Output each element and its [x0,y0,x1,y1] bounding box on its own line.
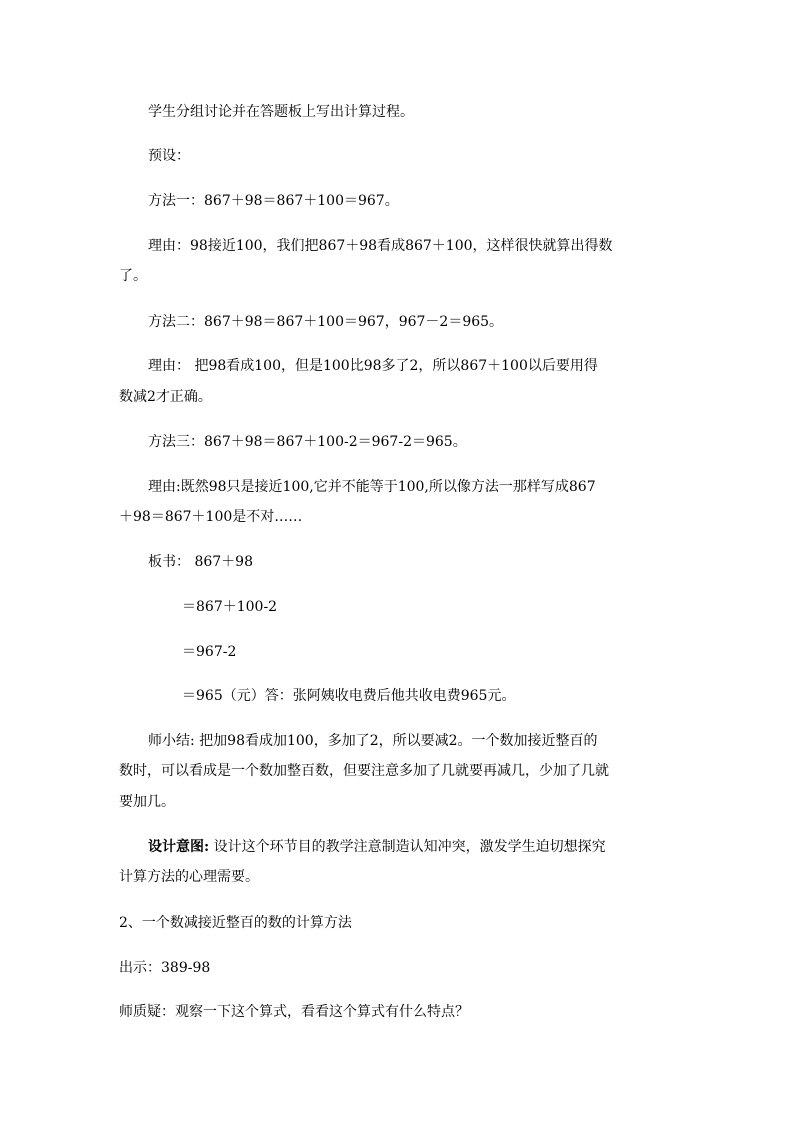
paragraph-group-discussion: 学生分组讨论并在答题板上写出计算过程。 [148,104,414,120]
design-intent-text: 设计这个环节目的教学注意制造认知冲突，激发学生迫切想探究 [209,839,606,855]
paragraph-show-problem: 出示：389-98 [119,960,211,976]
paragraph-method-3: 方法三：867＋98＝867＋100-2＝967-2＝965。 [148,434,467,450]
design-intent-label: 设计意图: [148,839,210,855]
paragraph-summary-line-2: 数时，可以看成是一个数加整百数，但要注意多加了几就要再减几，少加了几就 [119,763,609,779]
paragraph-reason-1-line-2: 了。 [119,268,147,284]
equation-step-3: ＝965（元）答：张阿姨收电费后他共收电费965元。 [182,688,516,704]
paragraph-teacher-question: 师质疑：观察一下这个算式，看看这个算式有什么特点？ [119,1004,469,1020]
paragraph-summary-line-1: 师小结: 把加98看成加100，多加了2，所以要减2。一个数加接近整百的 [148,733,598,749]
paragraph-method-2: 方法二：867＋98＝867＋100＝967，967－2＝965。 [148,314,504,330]
paragraph-reason-3-line-2: ＋98＝867＋100是不对…… [119,509,303,525]
paragraph-reason-3-line-1: 理由:既然98只是接近100,它并不能等于100,所以像方法一那样写成867 [148,479,596,495]
paragraph-method-1: 方法一：867＋98＝867＋100＝967。 [148,193,399,209]
paragraph-design-intent-line-2: 计算方法的心理需要。 [119,869,259,885]
paragraph-blackboard: 板书： 867＋98 [148,554,253,570]
paragraph-reason-2-line-2: 数减2才正确。 [119,389,212,405]
paragraph-design-intent-line-1 [148,837,606,857]
paragraph-reason-2-line-1: 理由： 把98看成100，但是100比98多了2，所以867＋100以后要用得 [148,358,598,374]
equation-step-2: ＝967-2 [182,644,237,660]
paragraph-summary-line-3: 要加几。 [119,794,175,810]
section-heading-2: 2、一个数减接近整百的数的计算方法 [119,915,352,931]
equation-step-1: ＝867＋100-2 [182,599,278,615]
paragraph-reason-1-line-1: 理由：98接近100，我们把867＋98看成867＋100，这样很快就算出得数 [148,238,613,254]
paragraph-preset: 预设： [148,148,190,164]
